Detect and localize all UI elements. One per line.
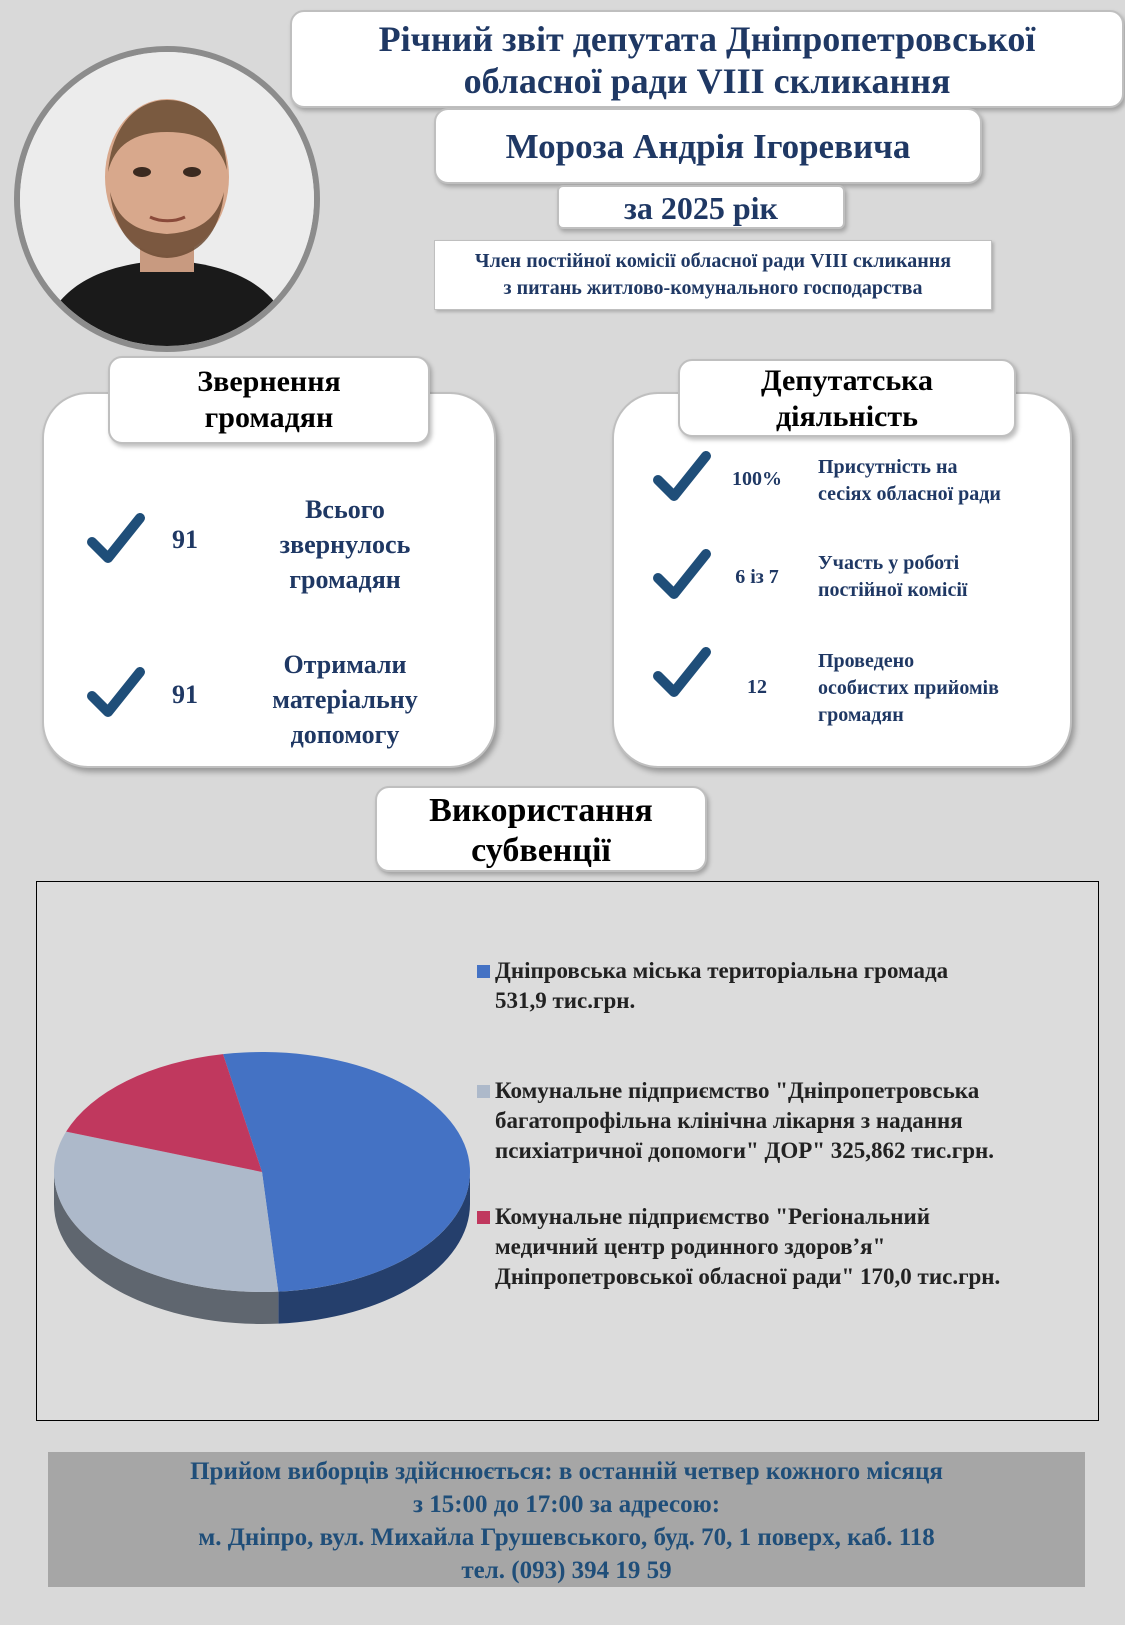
- report-year: за 2025 рік: [557, 185, 845, 229]
- legend-entry-1: [495, 1076, 1085, 1166]
- legend-text: медичний центр родинного здоров’я": [495, 1234, 886, 1259]
- checkmark-icon: [86, 510, 146, 570]
- subventions-heading-line-1: Використання: [429, 792, 653, 829]
- label-line: звернулось: [279, 530, 411, 559]
- legend-text: 531,9 тис.грн.: [495, 988, 636, 1013]
- receptions-label: [818, 648, 1058, 729]
- label-line: Участь у роботі: [818, 552, 960, 574]
- reception-phone: тел. (093) 394 19 59: [461, 1557, 672, 1584]
- legend-swatch: [477, 965, 490, 978]
- commission-work-label: [818, 550, 1058, 604]
- subventions-heading: [375, 786, 707, 872]
- legend-entry-0: [495, 956, 1085, 1016]
- appeals-heading: [108, 356, 430, 444]
- label-line: сесіях обласної ради: [818, 483, 1001, 505]
- subventions-heading-line-2: субвенції: [471, 832, 611, 869]
- label-line: особистих прийомів: [818, 677, 999, 699]
- legend-swatch: [477, 1085, 490, 1098]
- legend-text: Комунальне підприємство "Дніпропетровська: [495, 1078, 980, 1103]
- reception-info: [48, 1452, 1085, 1587]
- subvention-chart-panel: [36, 881, 1099, 1421]
- legend-text: Комунальне підприємство "Регіональний: [495, 1204, 931, 1229]
- attendance-value: 100%: [732, 468, 782, 490]
- activity-heading: [678, 359, 1016, 437]
- commission-work-value: 6 із 7: [735, 566, 779, 588]
- appeals-aid-label: [250, 647, 440, 752]
- appeals-heading-line-1: Звернення: [197, 365, 341, 398]
- label-line: громадян: [289, 565, 401, 594]
- commission-line-1: Член постійної комісії обласної ради VIII скликання: [474, 250, 952, 272]
- report-title: [290, 10, 1124, 108]
- appeals-total-value: 91: [172, 525, 198, 554]
- label-line: Присутність на: [818, 456, 958, 478]
- legend-text: Дніпровська міська територіальна громада: [495, 958, 949, 983]
- checkmark-icon: [652, 546, 712, 606]
- deputy-photo: [14, 46, 320, 352]
- appeals-total-label: [260, 492, 430, 597]
- label-line: постійної комісії: [818, 579, 968, 601]
- attendance-label: [818, 454, 1058, 508]
- portrait-image: [20, 52, 314, 346]
- checkmark-icon: [652, 448, 712, 508]
- checkmark-icon: [652, 644, 712, 704]
- label-line: Всього: [305, 495, 385, 524]
- legend-entry-2: [495, 1202, 1085, 1292]
- title-line-1: Річний звіт депутата Дніпропетровської: [378, 19, 1036, 59]
- reception-hours: з 15:00 до 17:00 за адресою:: [412, 1491, 721, 1518]
- pie-chart: [47, 1022, 477, 1422]
- activity-heading-line-2: діяльність: [776, 400, 918, 433]
- legend-swatch: [477, 1211, 490, 1224]
- legend-text: багатопрофільна клінічна лікарня з надання: [495, 1108, 963, 1133]
- receptions-value: 12: [747, 676, 767, 698]
- deputy-name: Мороза Андрія Ігоревича: [434, 108, 982, 184]
- appeals-aid-value: 91: [172, 680, 198, 709]
- checkmark-icon: [86, 664, 146, 724]
- label-line: Проведено: [818, 650, 915, 672]
- legend-text: психіатричної допомоги" ДОР" 325,862 тис.грн.: [495, 1138, 995, 1163]
- reception-schedule: Прийом виборців здійснюється: в останній четвер кожного місяця: [190, 1458, 943, 1485]
- label-line: Отримали: [283, 650, 407, 679]
- commission-membership: [434, 240, 992, 310]
- label-line: допомогу: [290, 720, 400, 749]
- label-line: громадян: [818, 704, 904, 726]
- title-line-2: обласної ради VIII скликання: [463, 61, 951, 101]
- activity-heading-line-1: Депутатська: [760, 364, 934, 397]
- reception-address: м. Дніпро, вул. Михайла Грушевського, буд. 70, 1 поверх, каб. 118: [198, 1524, 935, 1551]
- label-line: матеріальну: [272, 685, 418, 714]
- legend-text: Дніпропетровської обласної ради" 170,0 тис.грн.: [495, 1264, 1001, 1289]
- appeals-heading-line-2: громадян: [204, 401, 334, 434]
- commission-line-2: з питань житлово-комунального господарства: [503, 277, 923, 299]
